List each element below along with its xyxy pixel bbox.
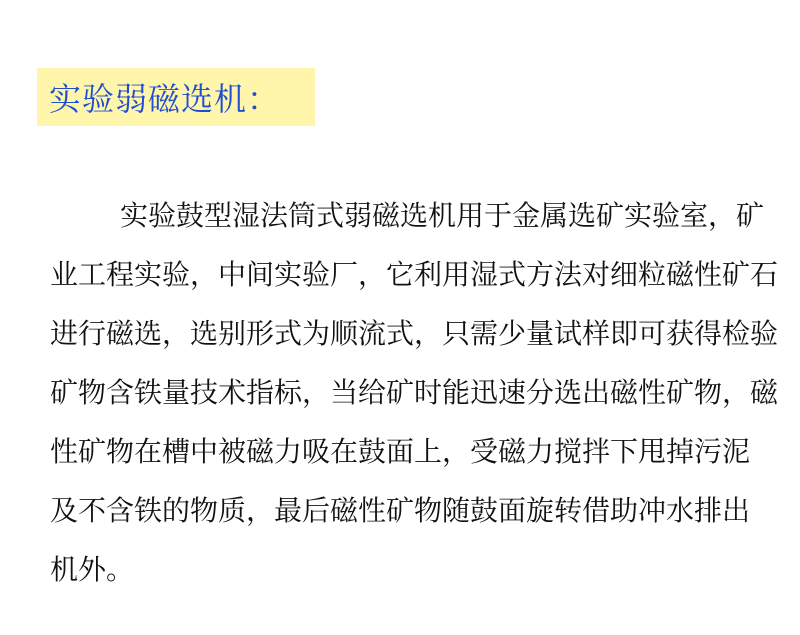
paragraph-line: 机外。 — [50, 553, 135, 586]
paragraph-line: 业工程实验，中间实验厂，它利用湿式方法对细粒磁性矿石 — [50, 258, 779, 291]
paragraph-line: 性矿物在槽中被磁力吸在鼓面上，受磁力搅拌下甩掉污泥 — [50, 435, 751, 468]
paragraph-line: 实验鼓型湿法筒式弱磁选机用于金属选矿实验室，矿 — [120, 199, 765, 232]
paragraph-line: 矿物含铁量技术指标，当给矿时能迅速分选出磁性矿物，磁 — [50, 376, 779, 409]
description-paragraph — [50, 186, 779, 599]
paragraph-line: 及不含铁的物质，最后磁性矿物随鼓面旋转借助冲水排出 — [50, 494, 751, 527]
section-title-banner — [37, 68, 315, 126]
paragraph-line: 进行磁选，选别形式为顺流式，只需少量试样即可获得检验 — [50, 317, 779, 350]
section-title: 实验弱磁选机： — [49, 80, 281, 118]
